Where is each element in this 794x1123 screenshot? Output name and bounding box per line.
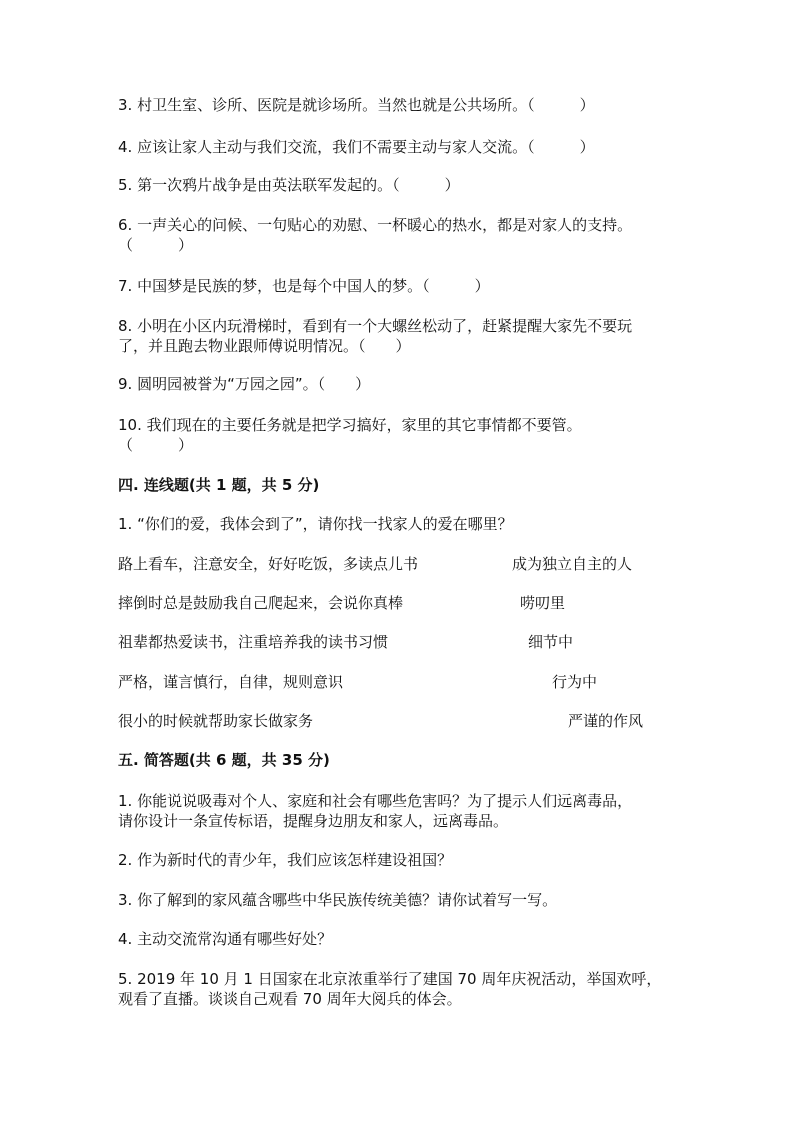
short-answer-question-2: 2. 作为新时代的青少年，我们应该怎样建设祖国？ xyxy=(118,851,453,869)
short-answer-question-5-line1: 5. 2019 年 10 月 1 日国家在北京浓重举行了建国 70 周年庆祝活动，举国欢呼， xyxy=(118,970,662,988)
short-answer-question-5-line2: 观看了直播。谈谈自己观看 70 周年大阅兵的体会。 xyxy=(118,990,462,1008)
matching-question: 1. “你们的爱，我体会到了”，请你找一找家人的爱在哪里？ xyxy=(118,515,513,533)
judge-question-4: 4. 应该让家人主动与我们交流，我们不需要主动与家人交流。（ ） xyxy=(118,138,595,156)
short-answer-question-3: 3. 你了解到的家风蕴含哪些中华民族传统美德？请你试着写一写。 xyxy=(118,891,558,909)
judge-question-10-line2: （ ） xyxy=(118,436,194,454)
judge-question-7: 7. 中国梦是民族的梦，也是每个中国人的梦。（ ） xyxy=(118,277,490,295)
matching-left-item: 严格，谨言慎行，自律，规则意识 xyxy=(118,673,344,691)
matching-right-item: 细节中 xyxy=(528,633,574,651)
matching-right-item: 严谨的作风 xyxy=(568,712,644,730)
judge-question-8-line2: 了，并且跑去物业跟师傅说明情况。（ ） xyxy=(118,337,411,355)
judge-question-6-line2: （ ） xyxy=(118,236,194,254)
judge-question-9: 9. 圆明园被誉为“万园之园”。（ ） xyxy=(118,375,371,393)
matching-left-item: 很小的时候就帮助家长做家务 xyxy=(118,712,314,730)
matching-heading: 四. 连线题(共 1 题，共 5 分) xyxy=(118,476,320,494)
matching-left-item: 祖辈都热爱读书，注重培养我的读书习惯 xyxy=(118,633,389,651)
short-answer-question-1-line1: 1. 你能说说吸毒对个人、家庭和社会有哪些危害吗？为了提示人们远离毒品， xyxy=(118,792,633,810)
matching-left-item: 摔倒时总是鼓励我自己爬起来，会说你真棒 xyxy=(118,594,404,612)
matching-right-item: 唠叨里 xyxy=(520,594,566,612)
judge-question-10-line1: 10. 我们现在的主要任务就是把学习搞好，家里的其它事情都不要管。 xyxy=(118,416,582,434)
judge-question-6-line1: 6. 一声关心的问候、一句贴心的劝慰、一杯暖心的热水，都是对家人的支持。 xyxy=(118,216,633,234)
judge-question-3: 3. 村卫生室、诊所、医院是就诊场所。当然也就是公共场所。（ ） xyxy=(118,96,595,114)
short-answer-heading: 五. 简答题(共 6 题，共 35 分) xyxy=(118,751,330,769)
matching-left-item: 路上看车，注意安全，好好吃饭，多读点儿书 xyxy=(118,555,419,573)
short-answer-question-1-line2: 请你设计一条宣传标语，提醒身边朋友和家人，远离毒品。 xyxy=(118,812,509,830)
judge-question-5: 5. 第一次鸦片战争是由英法联军发起的。（ ） xyxy=(118,176,460,194)
matching-right-item: 行为中 xyxy=(552,673,598,691)
judge-question-8-line1: 8. 小明在小区内玩滑梯时，看到有一个大螺丝松动了，赶紧提醒大家先不要玩 xyxy=(118,317,633,335)
matching-right-item: 成为独立自主的人 xyxy=(512,555,633,573)
short-answer-question-4: 4. 主动交流常沟通有哪些好处？ xyxy=(118,930,333,948)
